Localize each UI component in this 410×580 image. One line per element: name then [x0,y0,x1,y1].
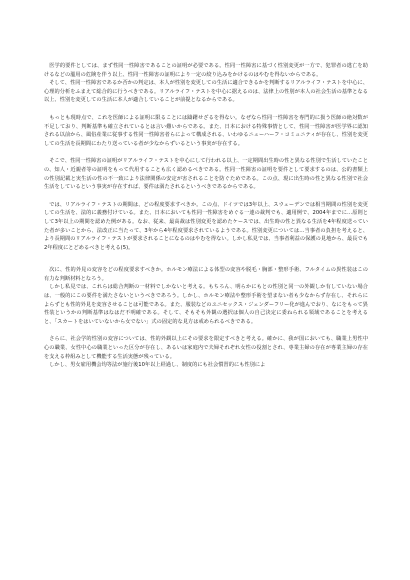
paragraph-7: しかし私見では、これらは総合判断の一材料でしかないと考える。もちろん、明らかにもとの性別と同一の外観しか有していない場合は、一般的にこの要件を満たさないというべきであろう。しかし、ホルモン療法や整形手術を望まない者も少なからず存在し、それらによらずとも性的外見を変容させることは可能である。また、服装などのユニセックス・ジェンダーフリー化が進んでおり、なにをもって異性装というかの判断基準はなはだ不明確である。そして、そもそも外観の選択は個人の自己決定に委ねられる領域であることを考えると、「スカートをはいていないから女でない」式の固定的な見方は戒められるべきである。 [44,284,368,325]
paragraph-9: しかし、男女雇用機会均等法が施行後10年以上経過し、制度的にも社会慣習的にも性別によ [49,362,266,369]
paragraph-spacer [44,192,368,201]
paragraph-8: さらに、社会学的性別の変容については、性的外観以上にその要求を限定すべきと考える。確かに、我が国においても、職業上男性中心の職業、女性中心の職業といった区分が存在し、あるいは家庭内で夫婦それぞれ女性の役割とされ、専業主婦の存在が専業主婦の存在を支える枠組みとして機能する生活実態が残っている。 [44,336,368,360]
paragraph-spacer [44,326,368,335]
paragraph-4: そこで、性同一性障害の証明がリアルライフ・テストを中心にして行われる以上、一定期間出生時の性と異なる性別で生活していたことの、知人・近親者等の証明をもって代用することも広く認めるべきである。性同一性障害の証明を要件として要求するのは、公的書類上の性別記載と実生活の性の不一致により法律関係の安定が害されることを防ぐためである。この点、現に出生時の性と異なる性別で社会生活をしているという事実が存在すれば、要件は満たされるというべきであるからである。 [44,158,368,191]
paragraph-3: もっとも現時点で、これを医師による証明に限ることには躊躇せざるを得ない。なぜなら性同一性障害を専門的に扱う医師の絶対数が不足しており、判断基準も確立されているとは言い難いからである。また、日本における特殊事情として、性同一性障害が医学界に認知される以前から、風俗産業に従事する性同一性障害者らによって構成される、いわゆるニューハーフ・コミュニティが存在し、性別を変更しての生活を長期間にわたり送っている者が少なからずいるという事実が存在する。 [44,114,368,147]
paragraph-spacer [44,148,368,157]
paragraph-5: では、リアルライフ・テストの期間は、どの程度要求すべきか。この点、ドイツでは3年以上、スウェーデンでは相当期間の性別を変更しての生活を、法的に義務付けている。また、日本においても性同一性障害をめぐる一連の裁判でも、適用例で、2004年までに…原則として3年以上の期間を認めた例がある。なお、従来、最高裁は性別変更を認めたケースでは、出生時の性と異なる生活を4年程度送っていた者が多いことから、法改正に当たって、3年から4年程度要求されているようである。性別変更については…当事者の負担を考えると、より長期間のリアルライフ・テストが要求されることになるのはやむを得ない。しかし私見では、当事者利益の保護の見地から、最長でも2年程度にとどめるべきと考える(5)。 [44,201,368,251]
paragraph-spacer [44,105,368,114]
paragraph-6: 次に、性的外見の変容をどの程度要求すべきか。ホルモン療法による体型の変容や脱毛・胸部・整形手術、フルタイムの異性装はこの有力な判断材料となろう。 [44,267,368,282]
document-body [44,62,368,370]
paragraph-2: そして、性同一性障害であるか否かの判定は、本人が性別を変更しての生活に適合できるかを判断するリアルライフ・テストを中心に、心理的分析をふまえて総合的に行うべきである。リアルライフ・テストを中心に据えるのは、法律上の性別が本人の社会生活の基準となる以上、性別を変更しての生活に本人が適合していることが前提となるからである。 [44,80,368,104]
paragraph-1: 医学的要件としては、まず性同一性障害であることの証明が必要である。性同一性障害に基づく性別変更が一方で、犯罪者の逃亡を助けるなどの濫用の危険を伴う以上、性同一性障害の証明により一定の絞り込みをかけるのはやむを得ないからである。 [44,63,368,78]
paragraph-spacer [44,252,368,266]
